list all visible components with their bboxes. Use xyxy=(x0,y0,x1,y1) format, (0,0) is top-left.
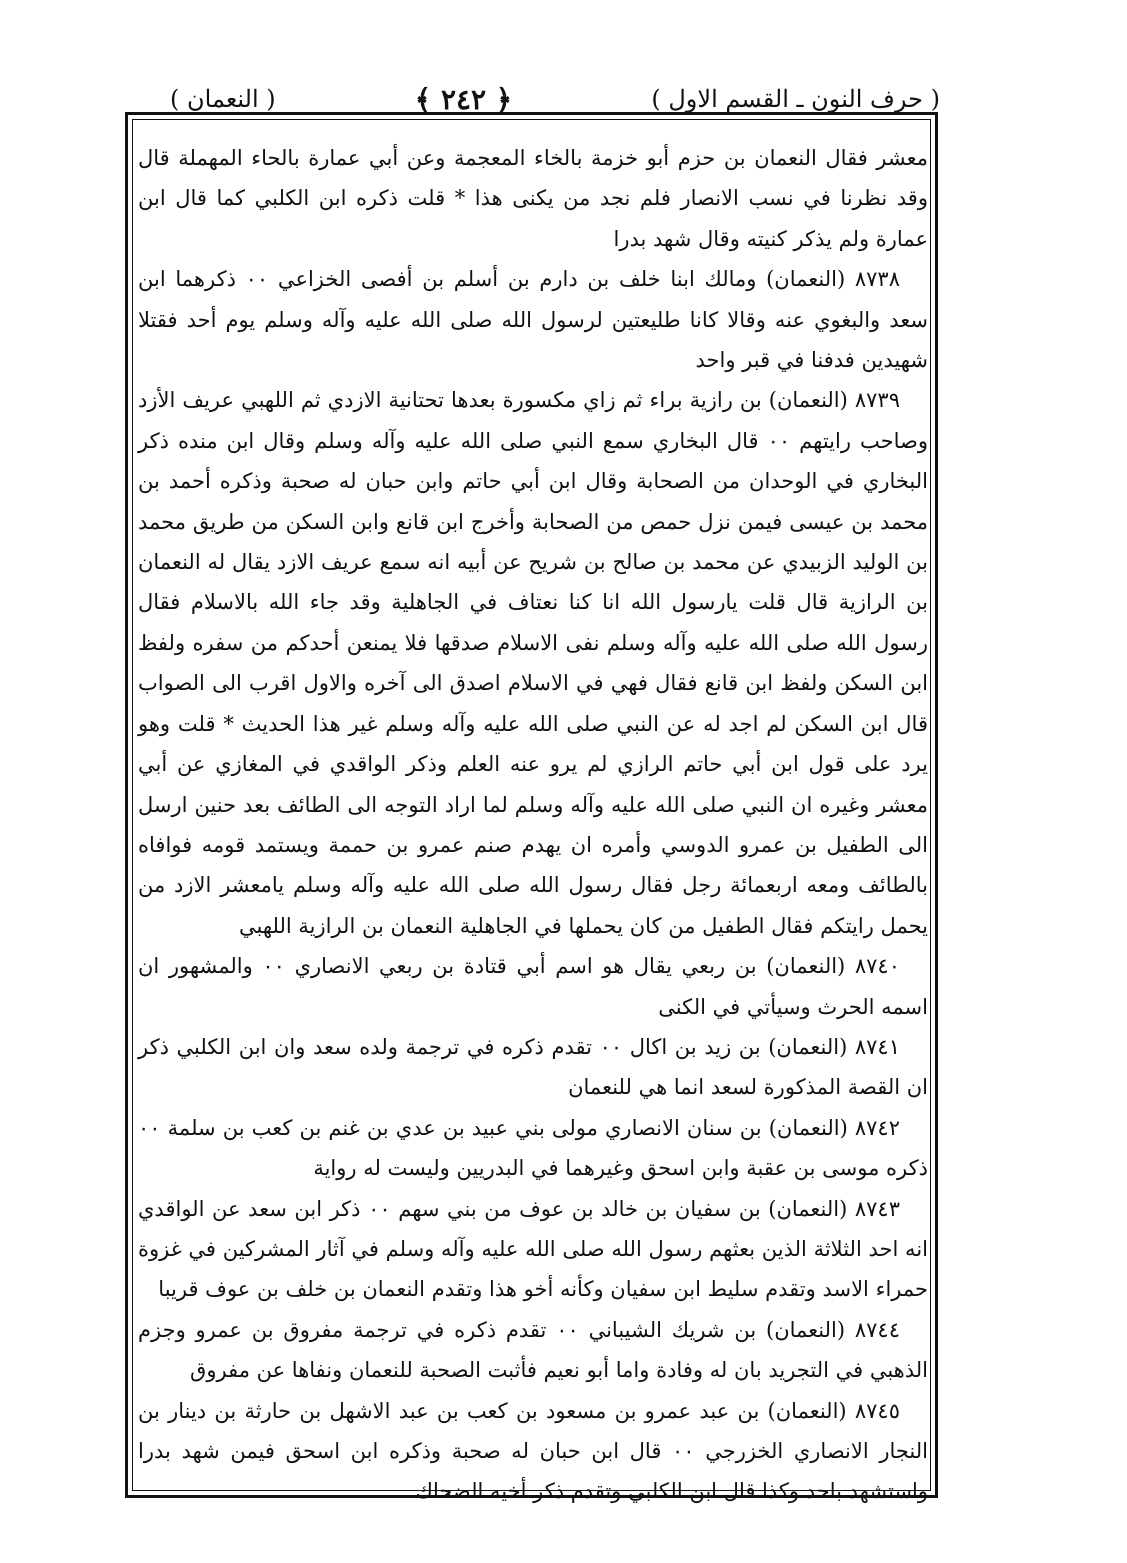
entry-8742: ٨٧٤٢ (النعمان) بن سنان الانصاري مولى بني عبيد بن عدي بن غنم بن كعب بن سلمة ٠٠ ذكره موسى بن عقبة وابن اسحق وغيرهما في البدريين وليست له رواية xyxy=(138,1115,928,1181)
entry-8739: ٨٧٣٩ (النعمان) بن رازية براء ثم زاي مكسورة بعدها تحتانية الازدي ثم اللهبي عريف الأزد وصاحب رايتهم ٠٠ قال البخاري سمع النبي صلى الله عليه وآله وسلم وقال ابن منده ذكر البخاري في الوحدان من الصحابة وقال ابن أبي حاتم وابن حبان له صحبة وذكره أحمد بن محمد بن عيسى فيمن نزل حمص من الصحابة وأخرج ابن قانع وابن السكن من طريق محمد بن الوليد الزبيدي عن محمد بن صالح بن شريح عن أبيه انه سمع عريف الازد يقال له النعمان بن الرازية قال قلت يارسول الله انا كنا نعتاف في الجاهلية وقد جاء الله بالاسلام فقال رسول الله صلى الله عليه وآله وسلم نفى الاسلام صدقها فلا يمنعن أحدكم من سفره ولفظ ابن السكن ولفظ ابن قانع فقال فهي في الاسلام اصدق الى آخره والاول اقرب الى الصواب قال ابن السكن لم اجد له عن النبي صلى الله عليه وآله وسلم غير هذا الحديث * قلت وهو يرد على قول ابن أبي حاتم الرازي لم يرو عنه العلم وذكر الواقدي في المغازي عن أبي معشر وغيره ان النبي صلى الله عليه وآله وسلم لما اراد التوجه الى الطائف بعد حنين ارسل الى الطفيل بن عمرو الدوسي وأمره ان يهدم صنم عمرو بن حممة ويستمد قومه فوافاه بالطائف ومعه اربعمائة رجل فقال رسول الله صلى الله عليه وآله وسلم يامعشر الازد من يحمل رايتكم فقال الطفيل من كان يحملها في الجاهلية النعمان بن الرازية اللهبي xyxy=(138,388,928,938)
entry-8740: ٨٧٤٠ (النعمان) بن ربعي يقال هو اسم أبي قتادة بن ربعي الانصاري ٠٠ والمشهور ان اسمه الحرث وسيأتي في الكنى xyxy=(138,954,928,1019)
continuation-paragraph: معشر فقال النعمان بن حزم أبو خزمة بالخاء المعجمة وعن أبي عمارة بالحاء المهملة قال وقد نظرنا في نسب الانصار فلم نجد من يكنى هذا * قلت ذكره ابن الكلبي كما قال ابن عمارة ولم يذكر كنيته وقال شهد بدرا xyxy=(138,146,928,251)
body-text xyxy=(138,138,928,1512)
page-number: ﴿ ٢٤٢ ﴾ xyxy=(414,82,513,116)
entry-8738: ٨٧٣٨ (النعمان) ومالك ابنا خلف بن دارم بن أسلم بن أفصى الخزاعي ٠٠ ذكرهما ابن سعد والبغوي عنه وقالا كانا طليعتين لرسول الله صلى الله عليه وآله وسلم يوم أحد فقتلا شهيدين فدفنا في قبر واحد xyxy=(138,267,928,373)
entry-8743: ٨٧٤٣ (النعمان) بن سفيان بن خالد بن عوف من بني سهم ٠٠ ذكر ابن سعد عن الواقدي انه احد الثلاثة الذين بعثهم رسول الله صلى الله عليه وآله وسلم في آثار المشركين في غزوة حمراء الاسد وتقدم سليط ابن سفيان وكأنه أخو هذا وتقدم النعمان بن خلف بن عوف قريبا xyxy=(138,1196,928,1302)
running-title: ( النعمان ) xyxy=(170,85,276,113)
entry-8744: ٨٧٤٤ (النعمان) بن شريك الشيباني ٠٠ تقدم ذكره في ترجمة مفروق بن عمرو وجزم الذهبي في التجريد بان له وفادة واما أبو نعيم فأثبت الصحبة للنعمان ونفاها عن مفروق xyxy=(138,1317,928,1383)
entry-8741: ٨٧٤١ (النعمان) بن زيد بن اكال ٠٠ تقدم ذكره في ترجمة ولده سعد وان ابن الكلبي ذكر ان القصة المذكورة لسعد انما هي للنعمان xyxy=(138,1034,928,1100)
entry-8745: ٨٧٤٥ (النعمان) بن عبد عمرو بن مسعود بن كعب بن عبد الاشهل بن حارثة بن دينار بن النجار الانصاري الخزرجي ٠٠ قال ابن حبان له صحبة وذكره ابن اسحق فيمن شهد بدرا واستشهد باحد وكذا قال ابن الكلبي وتقدم ذكر أخيه الضحاك xyxy=(138,1398,928,1504)
chapter-heading: ( حرف النون ـ القسم الاول ) xyxy=(651,85,940,113)
